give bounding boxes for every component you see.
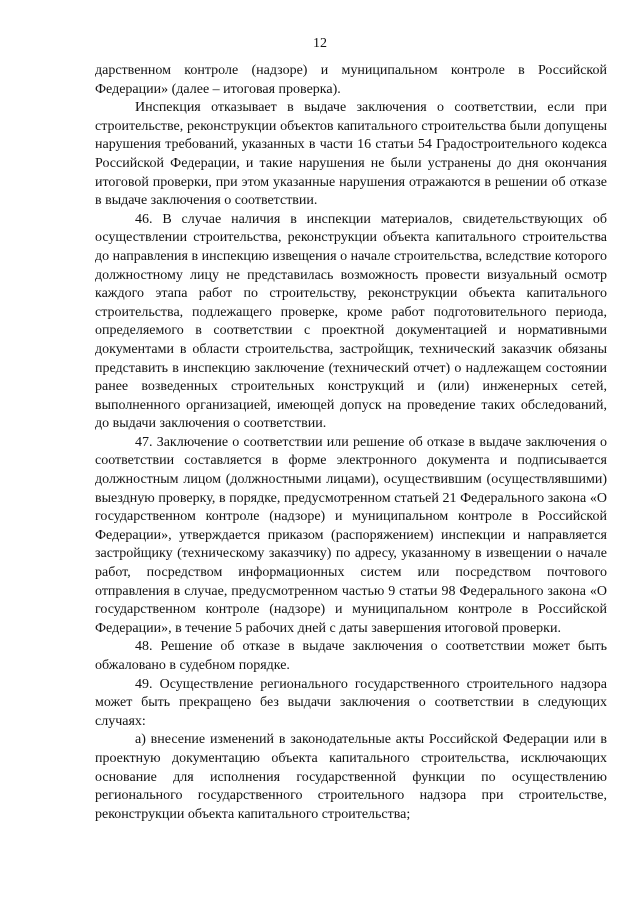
paragraph-refusal-grounds: Инспекция отказывает в выдаче заключения о соответствии, если при строительстве, реконструкции объектов капитального строительства были допущены нарушения требований, указанных в части 16 статьи 54 Градостроительного кодекса Российской Федерации, и такие нарушения не были устранены до дня окончания итоговой проверки, при этом указанные нарушения отражаются в решении об отказе в выдаче заключения о соответствии.: [95, 100, 607, 209]
paragraph-49: 49. Осуществление регионального государственного строительного надзора может быть прекращено без выдачи заключения о соответствии в следующих случаях:: [95, 676, 607, 729]
paragraph-48: 48. Решение об отказе в выдаче заключения о соответствии может быть обжаловано в судебном порядке.: [95, 639, 607, 673]
paragraph-47: 47. Заключение о соответствии или решение об отказе в выдаче заключения о соответствии составляется в форме электронного документа и подписывается должностным лицом (должностными лицами), осуществившим (осуществлявшими) выездную проверку, в порядке, предусмотренном статьей 21 Федерального закона «О государственном контроле (надзоре) и муниципальном контроле в Российской Федерации», утверждается приказом (распоряжением) инспекции и направляется застройщику (техническому заказчику) по адресу, указанному в извещении о начале работ, посредством информационных систем или посредством почтового отправления в случае, предусмотренном частью 9 статьи 98 Федерального закона «О государственном контроле (надзоре) и муниципальном контроле в Российской Федерации», в течение 5 рабочих дней с даты завершения итоговой проверки.: [95, 434, 607, 636]
paragraph-46: 46. В случае наличия в инспекции материалов, свидетельствующих об осуществлении строительства, реконструкции объекта капитального строительства до направления в инспекцию извещения о начале строительства, вследствие которого должностному лицу не представилась возможность провести визуальный осмотр каждого этапа работ по строительству, реконструкции объекта капитального строительства, подлежащего проверке, кроме работ подготовительного периода, определяемого в соответствии с проектной документацией и нормативными документами в области строительства, застройщик, технический заказчик обязаны представить в инспекцию заключение (технический отчет) о надлежащем состоянии ранее возведенных строительных конструкций и (или) инженерных сетей, выполненного организацией, имеющей допуск на проведение таких обследований, до выдачи заключения о соответствии.: [95, 211, 607, 432]
page-number: 12: [313, 36, 327, 51]
document-body: [95, 62, 607, 824]
paragraph-49a: а) внесение изменений в законодательные акты Российской Федерации или в проектную документацию объекта капитального строительства, исключающих основание для исполнения государственной функции по осуществлению регионального государственного строительного надзора при строительстве, реконструкции объекта капитального строительства;: [95, 732, 607, 822]
paragraph-continuation: дарственном контроле (надзоре) и муниципальном контроле в Российской Федерации» (далее – итоговая проверка).: [95, 63, 607, 97]
